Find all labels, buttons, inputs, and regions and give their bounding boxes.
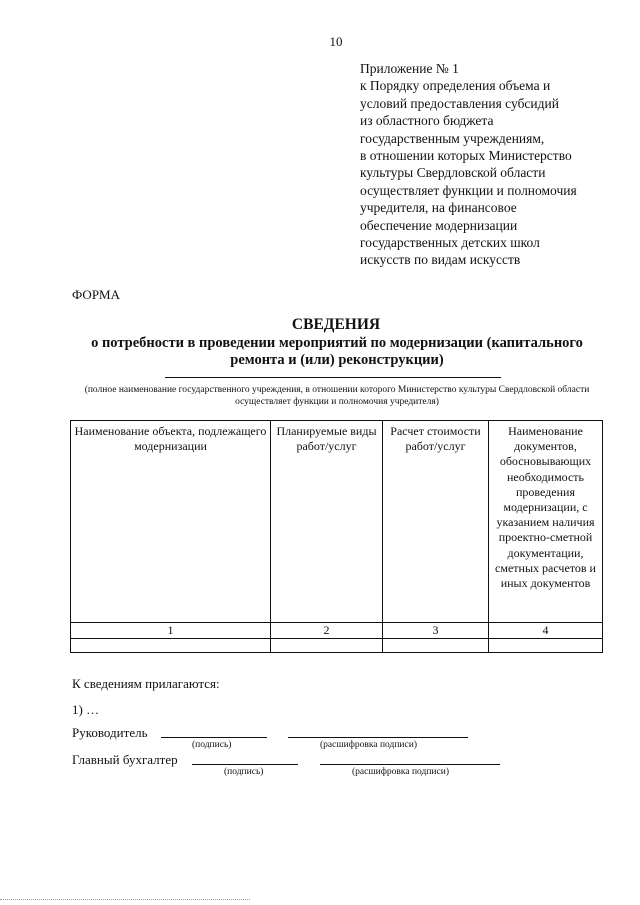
accountant-label: Главный бухгалтер [72,752,178,767]
appendix-line: искусств по видам искусств [360,252,521,268]
table-header-cell: Наименование объекта, подлежащего модернизации [71,421,271,623]
document-title: СВЕДЕНИЯ [291,316,381,333]
table-row [71,639,603,653]
column-number: 1 [71,623,271,639]
appendix-line: условий предоставления субсидий [360,95,559,111]
column-number: 4 [489,623,603,639]
footer-divider [0,899,250,900]
head-decoding-caption: (расшифровка подписи) [320,740,417,750]
table-number-row [71,623,603,639]
appendix-line: государственных детских школ [360,235,540,251]
appendix-line: Приложение № 1 [360,61,459,76]
accountant-decoding-line[interactable] [320,764,500,765]
appendix-block [360,60,630,269]
document-subtitle: о потребности в проведении мероприятий по модернизации (капитального ремонта и (или) реконструкции) [91,335,583,368]
appendix-line: государственным учреждениям, [360,130,545,146]
table-cell[interactable] [383,639,489,653]
form-label: ФОРМА [72,287,120,302]
appendix-line: к Порядку определения объема и [360,78,551,94]
table-cell[interactable] [71,639,271,653]
institution-caption: (полное наименование государственного учреждения, в отношении которого Министерство культуры Свердловской области осуществляет функции и полномочия учредителя) [84,385,590,407]
head-signature-caption: (подпись) [192,740,232,750]
table-header-cell: Наименование документов, обосновывающих необходимость проведения модернизации, с указанием наличия проектно-сметной документации, сметных расчетов и иных документов [489,421,603,623]
head-decoding-line[interactable] [288,737,468,738]
needs-table [70,420,603,653]
appendix-line: обеспечение модернизации [360,217,518,233]
table-header-cell: Планируемые виды работ/услуг [271,421,383,623]
head-label: Руководитель [72,725,148,740]
accountant-signature-caption: (подпись) [224,767,264,777]
appendix-line: из областного бюджета [360,113,494,129]
appendix-line: в отношении которых Министерство [360,148,572,164]
column-number: 3 [383,623,489,639]
appendix-line: осуществляет функции и полномочия [360,182,577,198]
table-header-cell: Расчет стоимости работ/услуг [383,421,489,623]
page-number: 10 [329,34,343,49]
head-signature-line[interactable] [161,737,267,738]
table-cell[interactable] [489,639,603,653]
table-cell[interactable] [271,639,383,653]
attachment-item: 1) … [72,702,100,717]
table-header-row [71,421,603,623]
appendix-line: культуры Свердловской области [360,165,546,181]
institution-name-line [165,377,501,378]
column-number: 2 [271,623,383,639]
attachments-label: К сведениям прилагаются: [72,676,220,691]
appendix-line: учредителя, на финансовое [360,200,517,216]
accountant-decoding-caption: (расшифровка подписи) [352,767,449,777]
accountant-signature-line[interactable] [192,764,298,765]
